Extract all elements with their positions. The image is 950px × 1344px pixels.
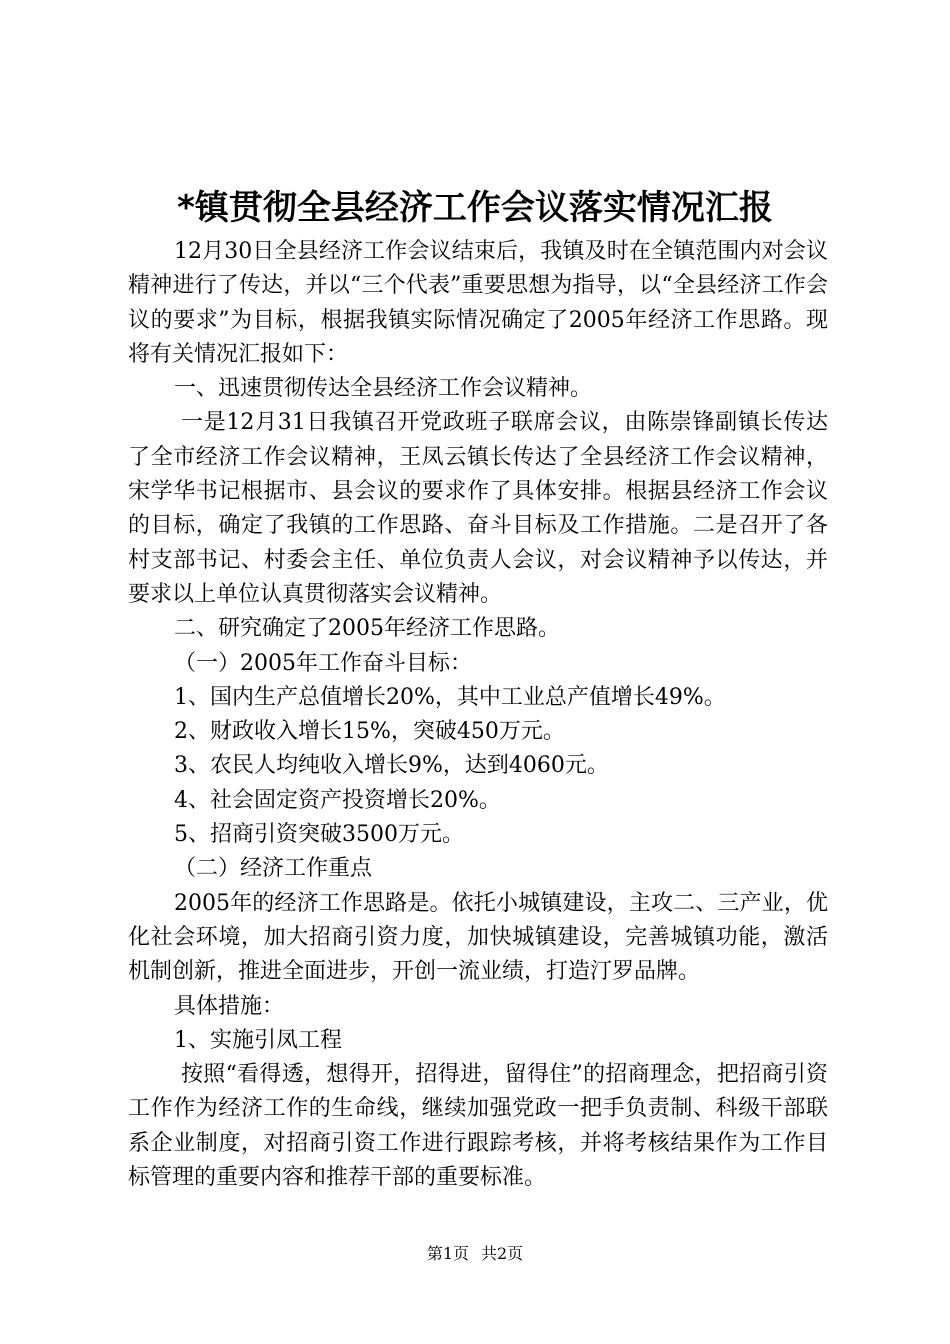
measures-heading: 具体措施： — [174, 993, 285, 1019]
section-heading-2: 二、研究确定了2005年经济工作思路。 — [174, 616, 560, 642]
goal-item-5: 5、招商引资突破3500万元。 — [174, 822, 464, 848]
page-total: 共2页 — [481, 1244, 524, 1263]
document-title: *镇贯彻全县经济工作会议落实情况汇报 — [177, 188, 773, 228]
intro-paragraph: 12月30日全县经济工作会议结束后，我镇及时在全镇范围内对会议精神进行了传达，并以“三个代表”重要思想为指导，以“全县经济工作会议的要求”为目标，根据我镇实际情况确定了2005年经济工作思路。现将有关情况汇报如下： — [128, 239, 828, 367]
subsection-heading-1: （一）2005年工作奋斗目标： — [174, 650, 472, 676]
goal-item-3: 3、农民人均纯收入增长9%，达到4060元。 — [174, 753, 609, 779]
document-body — [128, 235, 828, 1195]
section-heading-1: 一、迅速贯彻传达全县经济工作会议精神。 — [174, 376, 593, 402]
measure-item-1-heading: 1、实施引凤工程 — [174, 1027, 342, 1053]
subsection-heading-2: （二）经济工作重点 — [174, 856, 373, 882]
work-focus-paragraph: 2005年的经济工作思路是。依托小城镇建设，主攻二、三产业，优化社会环境，加大招商引资力度，加快城镇建设，完善城镇功能，激活机制创新，推进全面进步，开创一流业绩，打造汀罗品牌。 — [128, 890, 828, 985]
section-1-paragraph: 一是12月31日我镇召开党政班子联席会议，由陈崇锋副镇长传达了全市经济工作会议精神，王凤云镇长传达了全县经济工作会议精神，宋学华书记根据市、县会议的要求作了具体安排。根据县经济工作会议的目标，确定了我镇的工作思路、奋斗目标及工作措施。二是召开了各村支部书记、村委会主任、单位负责人会议，对会议精神予以传达，并要求以上单位认真贯彻落实会议精神。 — [128, 410, 828, 607]
measure-item-1-paragraph: 按照“看得透，想得开，招得进，留得住”的招商理念，把招商引资工作作为经济工作的生命线，继续加强党政一把手负责制、科级干部联系企业制度，对招商引资工作进行跟踪考核，并将考核结果作为工作目标管理的重要内容和推荐干部的重要标准。 — [128, 1062, 828, 1191]
goal-item-1: 1、国内生产总值增长20%，其中工业总产值增长49%。 — [174, 684, 726, 710]
page-footer — [0, 1244, 950, 1264]
goal-item-4: 4、社会固定资产投资增长20%。 — [174, 787, 501, 813]
goal-item-2: 2、财政收入增长15%，突破450万元。 — [174, 719, 565, 745]
page-number: 第1页 — [426, 1244, 469, 1263]
